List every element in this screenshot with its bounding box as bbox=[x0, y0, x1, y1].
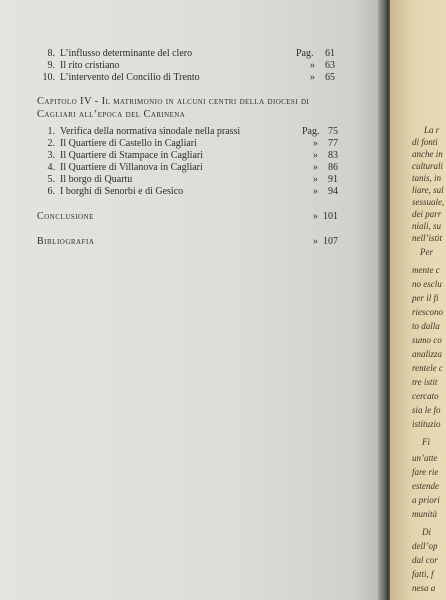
page-marker: » bbox=[310, 60, 315, 71]
page-number: 107 bbox=[323, 236, 338, 247]
right-page-line: un’atte bbox=[412, 453, 438, 463]
right-page-line: Di bbox=[422, 527, 431, 537]
right-page-line: a priori bbox=[412, 495, 440, 505]
right-page-line: to dalla bbox=[412, 321, 440, 331]
right-page-line: tre istit bbox=[412, 377, 438, 387]
right-page-line: di fonti bbox=[412, 137, 438, 147]
entry-title: I borghi di Senorbi e di Gesico bbox=[60, 186, 184, 197]
entry-number: 5. bbox=[47, 174, 55, 185]
right-page-line: La r bbox=[424, 125, 440, 135]
right-page-line: niali, su bbox=[412, 221, 442, 231]
right-page-line: per il fi bbox=[412, 293, 439, 303]
right-page-line: munità bbox=[412, 509, 438, 519]
entry-title: Il Quartiere di Castello in Cagliari bbox=[60, 138, 197, 149]
right-page-line: Per bbox=[420, 247, 433, 257]
page-number: 75 bbox=[328, 126, 338, 137]
page-marker: Pag. bbox=[302, 126, 320, 137]
right-page-line: rentele c bbox=[412, 363, 443, 373]
right-page-line: mente c bbox=[412, 265, 440, 275]
page-number: 65 bbox=[325, 72, 335, 83]
right-page-line: dei parr bbox=[412, 209, 442, 219]
right-page-line: sumo co bbox=[412, 335, 442, 345]
right-page-line: culturali bbox=[412, 161, 443, 171]
page-number: 77 bbox=[328, 138, 338, 149]
right-page-line: Fi bbox=[422, 437, 430, 447]
right-page bbox=[390, 0, 446, 600]
entry-number: 3. bbox=[47, 150, 55, 161]
entry-number: 4. bbox=[47, 162, 55, 173]
right-page-line: anche in bbox=[412, 149, 443, 159]
entry-number: 6. bbox=[47, 186, 55, 197]
entry-title: Verifica della normativa sinodale nella prassi bbox=[60, 126, 241, 137]
right-page-line: no esclu bbox=[412, 279, 442, 289]
entry-title: L’intervento del Concilio di Trento bbox=[60, 72, 200, 83]
page-number: 86 bbox=[328, 162, 338, 173]
page-marker: » bbox=[310, 72, 315, 83]
entry-number: 8. bbox=[47, 48, 55, 59]
entry-title: Il Quartiere di Villanova in Cagliari bbox=[60, 162, 203, 173]
page-marker: » bbox=[313, 150, 318, 161]
page-number: 61 bbox=[325, 48, 335, 59]
chapter-heading: Capitolo IV - Il matrimonio in alcuni centri della diocesi di Cagliari all’epoca del Carinena bbox=[37, 96, 310, 120]
page-number: 83 bbox=[328, 150, 338, 161]
entry-number: 1. bbox=[47, 126, 55, 137]
page-marker: » bbox=[313, 162, 318, 173]
right-page-line: liare, sul bbox=[412, 185, 444, 195]
bibliography-heading: Bibliografia bbox=[37, 236, 95, 247]
right-page-line: fare rie bbox=[412, 467, 439, 477]
right-page-line: sia le fo bbox=[412, 405, 441, 415]
page-marker: » bbox=[313, 186, 318, 197]
right-page-line: cercato bbox=[412, 391, 439, 401]
right-page-line: nell’istit bbox=[412, 233, 442, 243]
entry-number: 9. bbox=[47, 60, 55, 71]
entry-title: Il Quartiere di Stampace in Cagliari bbox=[60, 150, 204, 161]
right-page-line: tanis, in bbox=[412, 173, 442, 183]
page-number: 91 bbox=[328, 174, 338, 185]
right-page-line: istituzio bbox=[412, 419, 441, 429]
right-page-line: estende bbox=[412, 481, 439, 491]
entry-title: L’influsso determinante del clero bbox=[60, 48, 193, 59]
page-marker: » bbox=[313, 138, 318, 149]
conclusion-heading: Conclusione bbox=[37, 211, 94, 222]
entry-number: 2. bbox=[47, 138, 55, 149]
page-number: 94 bbox=[328, 186, 338, 197]
right-page-line: dal cor bbox=[412, 555, 438, 565]
right-page-line: analizza bbox=[412, 349, 443, 359]
page-number: 101 bbox=[323, 211, 338, 222]
page-marker: » bbox=[313, 236, 318, 247]
page-marker: » bbox=[313, 174, 318, 185]
page-marker: Pag. bbox=[296, 48, 314, 59]
page-marker: » bbox=[313, 211, 318, 222]
entry-number: 10. bbox=[42, 72, 55, 83]
page-number: 63 bbox=[325, 60, 335, 71]
entry-title: Il borgo di Quartu bbox=[60, 174, 133, 185]
right-page-line: dell’op bbox=[412, 541, 438, 551]
right-page-line: riescono bbox=[412, 307, 443, 317]
right-page-line: fatti, f bbox=[412, 569, 434, 579]
right-page-line: sessuale, bbox=[412, 197, 445, 207]
entry-title: Il rito cristiano bbox=[60, 60, 120, 71]
right-page-line: nesa a bbox=[412, 583, 436, 593]
